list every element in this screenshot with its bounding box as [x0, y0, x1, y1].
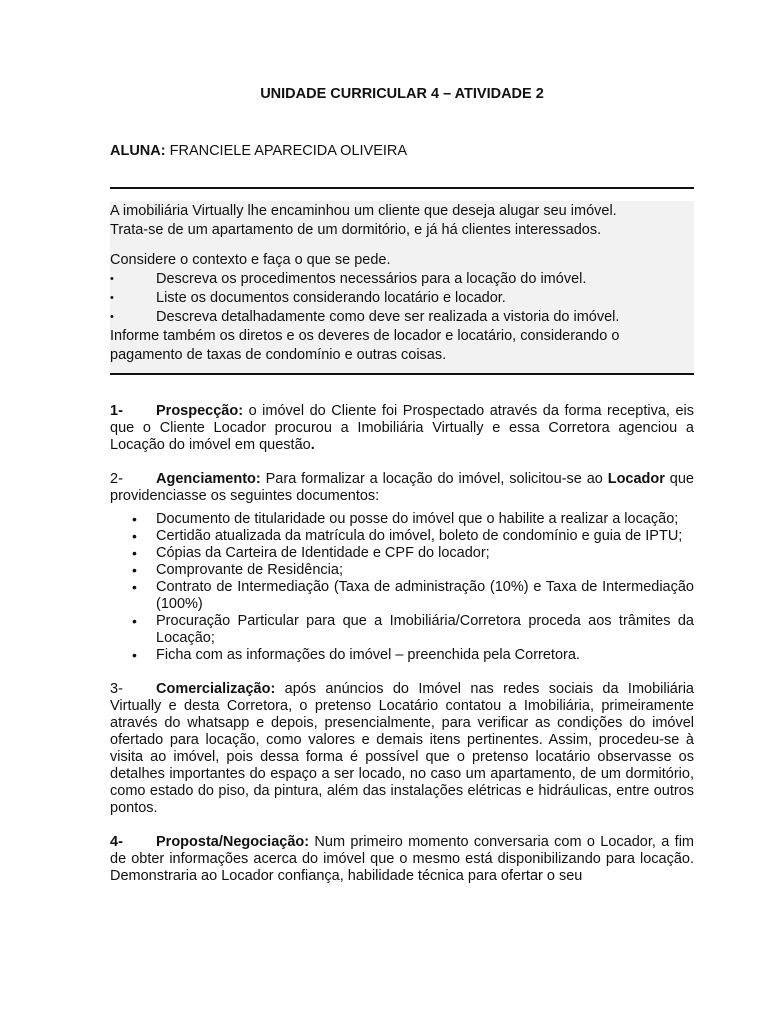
- document-item: • Comprovante de Residência;: [132, 562, 343, 578]
- document-item: • Ficha com as informações do imóvel – preenchida pela Corretora.: [132, 647, 580, 663]
- document-title: UNIDADE CURRICULAR 4 – ATIVIDADE 2: [260, 86, 544, 102]
- document-item: • Procuração Particular para que a Imobiliária/Corretora proceda aos trâmites da Locação;: [132, 613, 694, 646]
- section-heading: Comercialização:: [156, 681, 276, 697]
- section-agenciamento: 2- Agenciamento: Para formalizar a locação do imóvel, solicitou-se ao Locador que providenciasse os seguintes documentos:: [110, 471, 694, 504]
- bottom-divider: [110, 373, 694, 375]
- bullet-icon: •: [110, 273, 114, 285]
- task-list-item: • Liste os documentos considerando locatário e locador.: [110, 290, 506, 306]
- bullet-icon: •: [132, 511, 137, 527]
- section-number: 4-: [110, 834, 123, 850]
- task-list-item: • Descreva detalhadamente como deve ser realizada a vistoria do imóvel.: [110, 309, 620, 325]
- section-prospeccao: 1- Prospecção: o imóvel do Cliente foi Prospectado através da forma receptiva, eis que o Cliente Locador procurou a Imobiliária Virtually e essa Corretora agenciou a Locação do imóvel em questão.: [110, 403, 694, 453]
- bullet-icon: •: [132, 613, 137, 629]
- answer-body: [110, 403, 694, 885]
- task-intro-line-1: A imobiliária Virtually lhe encaminhou um cliente que deseja alugar seu imóvel.: [110, 203, 617, 219]
- documents-list: [110, 511, 694, 664]
- section-text: após anúncios do Imóvel nas redes sociais da Imobiliária Virtually e desta Corretora, o pretenso Locatário contatou a Imobiliária, primeiramente através do whatsapp e depois, presencialmente, para verificar as condições do imóvel ofertado para locação, como valores e demais itens pertinentes. Assim, procedeu-se à visita ao imóvel, pois dessa forma é possível que o pretenso locatário observasse os detalhes importantes do espaço a ser locado, no caso um apartamento, de um dormitório, como estado do piso, da pintura, além das instalações elétricas e hidráulicas, entre outros pontos.: [110, 681, 694, 816]
- section-text: o imóvel do Cliente foi Prospectado através da forma receptiva, eis que o Cliente Locador procurou a Imobiliária Virtually e essa Corretora agenciou a Locação do imóvel em questão: [110, 403, 694, 453]
- section-number: 3-: [110, 681, 123, 697]
- document-item: • Cópias da Carteira de Identidade e CPF do locador;: [132, 545, 490, 561]
- task-intro-line-2: Trata-se de um apartamento de um dormitório, e já há clientes interessados.: [110, 222, 602, 238]
- task-closing: Informe também os diretos e os deveres de locador e locatário, considerando o pagamento de taxas de condomínio e outras coisas.: [110, 328, 620, 363]
- task-statement-box: [110, 201, 694, 373]
- bullet-icon: •: [132, 647, 137, 663]
- section-comercializacao: [110, 681, 694, 817]
- section-number: 1-: [110, 403, 123, 419]
- section-heading: Prospecção:: [156, 403, 244, 419]
- bullet-icon: •: [110, 311, 114, 323]
- bullet-icon: •: [132, 562, 137, 578]
- bullet-icon: •: [132, 579, 137, 595]
- student-line: [110, 143, 407, 159]
- section-text: Para formalizar a locação do imóvel, solicitou-se ao: [260, 471, 608, 487]
- section-text: Num primeiro momento conversaria com o Locador, a fim de obter informações acerca do imóvel que o mesmo está disponibilizando para locação. Demonstraria ao Locador confiança, habilidade técnica para ofertar o seu: [110, 834, 694, 884]
- section-heading: Proposta/Negociação:: [156, 834, 310, 850]
- top-divider: [110, 187, 694, 189]
- section-heading: Agenciamento:: [156, 471, 261, 487]
- section-bold-word: Locador: [607, 471, 665, 487]
- section-number: 2-: [110, 471, 123, 487]
- section-proposta: [110, 834, 694, 885]
- task-list-item: • Descreva os procedimentos necessários para a locação do imóvel.: [110, 271, 587, 287]
- bullet-icon: •: [132, 545, 137, 561]
- task-list: [110, 270, 694, 327]
- task-consider: Considere o contexto e faça o que se pede.: [110, 252, 391, 268]
- bullet-icon: •: [110, 292, 114, 304]
- bullet-icon: •: [132, 528, 137, 544]
- document-item: • Certidão atualizada da matrícula do imóvel, boleto de condomínio e guia de IPTU;: [132, 528, 683, 544]
- student-name: FRANCIELE APARECIDA OLIVEIRA: [169, 143, 408, 159]
- document-item: • Documento de titularidade ou posse do imóvel que o habilite a realizar a locação;: [132, 511, 679, 527]
- student-label: ALUNA:: [110, 143, 166, 159]
- document-item: • Contrato de Intermediação (Taxa de administração (10%) e Taxa de Intermediação (100%): [132, 579, 694, 612]
